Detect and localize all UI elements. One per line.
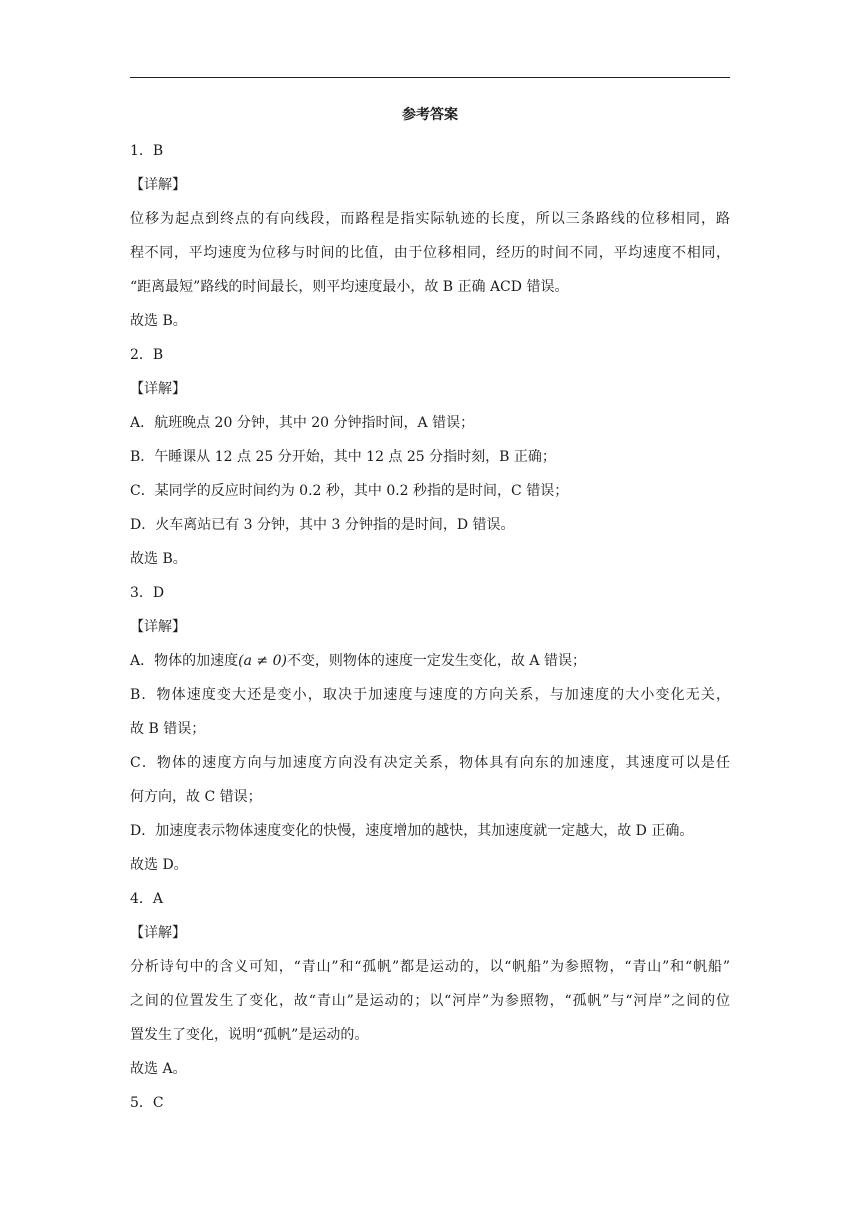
option-explanation: B．物体速度变大还是变小，取决于加速度与速度的方向关系，与加速度的大小变化无关， (130, 687, 730, 703)
option-explanation: B．午睡课从 12 点 25 分开始，其中 12 点 25 分指时刻，B 正确； (130, 449, 556, 465)
option-a-suffix: 不变，则物体的速度一定发生变化，故 A 错误； (286, 653, 586, 669)
conclusion-3: 故选 D。 (130, 857, 188, 873)
explanation-line: 分析诗句中的含义可知，“青山”和“孤帆”都是运动的，以“帆船”为参照物，“青山”和“帆船” (130, 959, 730, 975)
conclusion-2: 故选 B。 (130, 551, 187, 567)
option-explanation: A．航班晚点 20 分钟，其中 20 分钟指时间，A 错误； (130, 415, 475, 431)
option-explanation: C．物体的速度方向与加速度方向没有决定关系，物体具有向东的加速度，其速度可以是任 (130, 755, 730, 771)
option-explanation (130, 644, 730, 678)
option-explanation: C．某同学的反应时间约为 0.2 秒，其中 0.2 秒指的是时间，C 错误； (130, 483, 569, 499)
explanation-line: 位移为起点到终点的有向线段，而路程是指实际轨迹的长度，所以三条路线的位移相同，路 (130, 211, 730, 227)
page-title: 参考答案 (402, 107, 458, 123)
conclusion-4: 故选 A。 (130, 1061, 187, 1077)
explanation-line: 程不同，平均速度为位移与时间的比值，由于位移相同，经历的时间不同，平均速度不相同， (130, 245, 730, 261)
explanation-line: “距离最短”路线的时间最长，则平均速度最小，故 B 正确 ACD 错误。 (130, 279, 569, 295)
detail-label-3: 【详解】 (130, 619, 186, 635)
math-expression: (a ≠ 0) (238, 653, 287, 669)
detail-label-2: 【详解】 (130, 381, 186, 397)
option-explanation: D．加速度表示物体速度变化的快慢，速度增加的越快，其加速度就一定越大，故 D 正确。 (130, 823, 694, 839)
explanation-line: 之间的位置发生了变化，故“青山”是运动的；以“河岸”为参照物，“孤帆”与“河岸”之间的位 (130, 993, 730, 1009)
header-rule (130, 77, 730, 78)
option-explanation: 何方向，故 C 错误； (130, 789, 262, 805)
answer-heading-4: 4．A (130, 891, 164, 907)
option-explanation: D．火车离站已有 3 分钟，其中 3 分钟指的是时间，D 错误。 (130, 517, 515, 533)
answer-heading-3: 3．D (130, 585, 165, 601)
answer-content (130, 134, 730, 1120)
conclusion-1: 故选 B。 (130, 313, 187, 329)
answer-heading-1: 1．B (130, 143, 164, 159)
option-explanation: 故 B 错误； (130, 721, 206, 737)
answer-heading-5: 5．C (130, 1095, 164, 1111)
answer-heading-2: 2．B (130, 347, 164, 363)
detail-label-1: 【详解】 (130, 177, 186, 193)
explanation-line: 置发生了变化，说明“孤帆”是运动的。 (130, 1027, 369, 1043)
detail-label-4: 【详解】 (130, 925, 186, 941)
option-a-prefix: A．物体的加速度 (130, 653, 239, 669)
